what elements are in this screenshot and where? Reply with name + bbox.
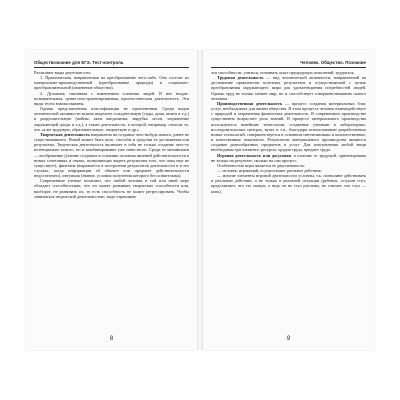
paragraph: Творческая деятельность направлена на создание чего-нибудь нового, ранее не существовавшего. Новой может быть цель, способы и средства ее достижения или результаты. Творческая деятельность включает в себя не только создание чего-то потенциально нового, но и комбинирование уже известного. Среди ее механизмов — воображение (умение создавать в сознании человека явлений действительности в новых сочетаниях и связях, позволяющих видеть результаты того, что пока еще не существует), фантазия (выражается в построении результатов деятельности и в тех случаях, когда информации об объекте или предмете действительности недостаточно), интуиция (знание, условия получения которого бессознательны). xyxy=(34,131,189,179)
paragraph: Производственная деятельность — процесс создания материальных благ, услуг, необходимых для жизни общества. В этом процессе человек взаимодействует с природой и затраченная физическая деятельность. В современном производстве существенно возрастает роль знаний. В процессе материального производства используются новейшие технологии, созданные учеными в лабораториях, исследовательских центрах, вузах и т.п., благодаря использованию разработанных новых технологий, совершенствуется в основном интенсивными и количественные, и качественные показатели. Результатом материального производства являются создание разнообразных предметов и услуг. Для изготовления любой вещи необходимы три элемента: ресурсы, орудия труда, предмет труда. xyxy=(211,100,366,153)
right-page xyxy=(203,50,374,350)
left-page xyxy=(26,50,197,350)
term-highlight: Трудовая деятельность xyxy=(217,75,264,81)
right-page-number: 9 xyxy=(286,336,291,342)
left-page-number: 8 xyxy=(109,336,114,342)
paragraph: Трудовая деятельность — вид человеческой активности, направленной на достижение практически полезных результатов и осуществляемой с целью преобразования окружающего мира для удовлетворения потребностей людей. Однако труд не только меняет мир, но и способствует совершенствованию самого человека. xyxy=(211,75,366,101)
paragraph: — многие элементы игровой деятельности условны, т.к. позволяют действовать и реальном действии, а не только в реальной ситуации (ребенок, оседлав стул, представляет, что это скакун, а ведь он не стул реальны, но считает, что стул — конь). xyxy=(211,173,366,194)
right-page-text xyxy=(211,70,366,194)
term-highlight: Игровая деятельность или досуговая xyxy=(217,152,291,158)
term-highlight: Творческая деятельность xyxy=(40,131,90,137)
paragraph: 2. Духовная, связанная с изменением сознания людей. В нее входят: познавательная, ценностно-ориентированная, прогностическая деятельность. Эти виды тесно взаимосвязаны. xyxy=(34,90,189,106)
term-highlight: Производственная деятельность xyxy=(217,100,283,106)
right-page-header: Человек. Общество. Познание xyxy=(211,60,366,68)
paragraph: Различают виды деятельности: xyxy=(34,70,91,75)
paragraph: эти способности, учиться, познавать опыт предыдущих поколений, трудиться. xyxy=(211,70,355,75)
paragraph: 1. Практическая, направленная на преобразование чего-либо. Она состоит из материально-производственной (преобразование природы) и социально-преобразовательной (изменение общества). xyxy=(34,75,189,91)
paragraph: — человек, играющий, осуществляет реальное действие; xyxy=(217,167,322,173)
paragraph: Однако представленная классификация не единственная. Среди видов человеческой активности можно выделить созидательную (сады, дома, книги и т.д.) и разрушительную (войны, акты вандализма, вырубка лесов, загрязнение окружающей среды и т.д.), а также деятельность, к которой, например, относят те, что «я же трудовую, образовательную, творческую и др.» xyxy=(34,106,189,132)
left-page-header: Обществознание для ЕГЭ. Тест-контроль xyxy=(34,60,189,68)
paragraph: Особенностью игры является ее двуплановость: xyxy=(217,162,306,168)
paragraph: Современные ученые полагают, что любой человек в той или иной мере обладает способностями, что он может развивать творческие способности или, наоборот, не развивать их, то есть способность не может регрессировать. Чтобы заниматься творческой деятельностью, надо отрачивать xyxy=(34,178,189,199)
left-page-text xyxy=(34,70,189,199)
paragraph: Игровая деятельность или досуговая, в отличие от трудовой, ориентирована не только на результат, сколько на сам процесс. xyxy=(211,152,366,163)
